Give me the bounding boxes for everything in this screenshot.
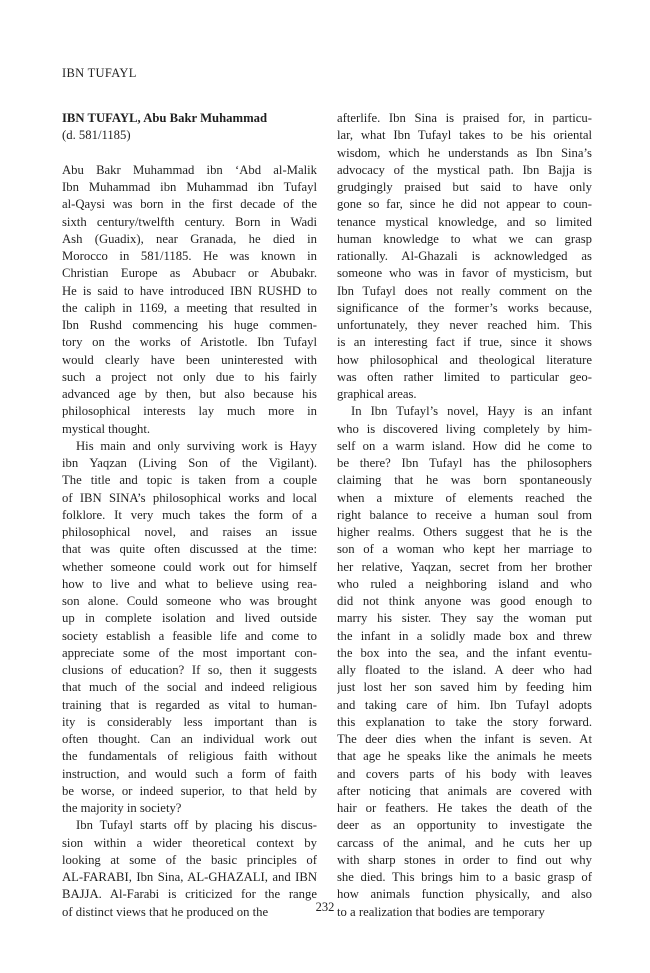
left-column-line: whether someone could work out for himself [62,559,317,574]
right-column-line: how animals function physically, and also [337,887,592,902]
right-column-line: was often rather limited to particular geo- [337,369,592,384]
left-column-line: be worse, or indeed superior, to that held by [62,783,317,798]
right-column-line: wisdom, which he understands as Ibn Sina’s [337,145,592,160]
right-column-line: after noticing that animals are covered with [337,783,592,798]
right-column-text [337,110,592,921]
left-column-line: the fundamentals of religious faith without [62,749,317,764]
left-column-line: the caliph in 1169, a meeting that resulted in [62,300,317,315]
left-column-line: would clearly have been uninterested with [62,352,317,367]
right-column-line: ally floated to the island. A deer who had [337,663,592,677]
right-column-line: hair or feathers. He takes the death of the [337,801,592,815]
right-column-line: deer as an opportunity to investigate the [337,818,592,833]
left-column-line: Ash (Guadix), near Granada, he died in [62,231,317,246]
right-column-line: carcass of the animal, and he cuts her up [337,835,592,850]
right-column-line: who is discovered living completely by him- [337,421,592,436]
left-column-line: ibn Yaqzan (Living Son of the Vigilant). [62,456,317,470]
left-column-line: such a project not only due to his fairly [62,369,317,384]
left-column-line: son alone. Could someone who was brought [62,594,317,608]
right-column-line: graphical areas. [337,387,417,401]
left-column-line: BAJJA. Al-Farabi is criticized for the range [62,887,317,902]
left-column-line: looking at some of the basic principles of [62,852,317,867]
right-column-line: unfortunately, they never reached him. This [337,318,592,332]
right-column-line: and taking care of him. Ibn Tufayl adopts [337,697,592,712]
right-column-line: grudgingly praised but said to have only [337,180,592,194]
right-column-line: to a realization that bodies are temporary [337,904,545,919]
left-column-line: Ibn Rushd commencing his huge commen- [62,318,317,332]
right-column-line: Ibn Tufayl does not really comment on the [337,283,592,298]
right-column-line: this explanation to take the story forward. [337,714,592,729]
left-column-line: how to live and what to believe using rea- [62,576,317,591]
right-column-line: marry his sister. They say the woman put [337,611,592,626]
right-column-line: when a mixture of elements reached the [337,490,592,505]
left-column-line: society establish a feasible life and come to [62,628,317,643]
left-column-line: sixth century/twelfth century. Born in Wadi [62,214,317,229]
right-column-line: and covers parts of his body with leaves [337,766,592,781]
right-column-line: did not think anyone was good enough to [337,594,592,608]
left-column-line: training that is regarded as vital to human- [62,697,317,712]
right-column-line: In Ibn Tufayl’s novel, Hayy is an infant [351,404,592,419]
left-column-line: that much of the social and indeed religious [62,680,317,695]
left-column-line: up in complete isolation and lived outside [62,611,317,626]
right-column-line: gone so far, since he did not appear to coun- [337,197,592,212]
right-column-line: that age he speaks like the animals he meets [337,749,592,764]
right-column-line: tenance mystical knowledge, and so limited [337,214,592,229]
left-column-line: often thought. Can an individual work out [62,732,317,746]
left-column-line: sion within a wider theoretical context by [62,835,317,850]
left-column-line: Morocco in 581/1185. He was known in [62,249,317,263]
right-column-line: be there? Ibn Tufayl has the philosophers [337,456,592,470]
left-column-line: clusions of education? If so, then it suggests [62,663,317,677]
right-column-line: afterlife. Ibn Sina is praised for, in particu- [337,111,592,125]
right-column-line: higher realms. Others suggest that he is the [337,525,592,539]
right-column-line: advocacy of the mystical path. Ibn Bajja is [337,162,592,177]
right-column-line: with sharp stones in order to find out why [337,852,592,867]
left-column-line: folklore. It very much takes the form of a [62,507,317,522]
right-column-line: The deer dies when the infant is seven. At [337,732,592,746]
right-column [337,110,592,921]
left-column-line: tory on the works of Aristotle. Ibn Tufayl [62,335,317,350]
left-column-line: His main and only surviving work is Hayy [76,438,317,453]
right-column-line: claiming that he was born spontaneously [337,473,592,488]
right-column-line: right balance to receive a human soul from [337,507,592,522]
left-column-line: the majority in society? [62,801,182,815]
left-column-line: philosophical interests lay much more in [62,404,317,419]
right-column-line: the box into the sea, and the infant eventu- [337,645,592,660]
right-column-line: someone who was in favor of mysticism, but [337,266,592,281]
left-column-line: Abu Bakr Muhammad ibn ‘Abd al-Malik [62,162,317,177]
right-column-line: her relative, Yaqzan, secret from her brother [337,559,592,574]
left-column [62,110,317,921]
running-head: IBN TUFAYL [62,66,137,80]
left-column-line: Ibn Tufayl starts off by placing his discus- [76,818,317,833]
entry-dates: (d. 581/1185) [62,128,131,143]
left-column-line: al-Qaysi was born in the first decade of the [62,197,317,212]
left-column-line: appreciate some of the most important con- [62,645,317,660]
right-column-line: she died. This brings him to a basic grasp of [337,870,592,884]
right-column-line: self on a warm island. How did he come to [337,438,592,453]
right-column-line: is an interesting fact if true, since it shows [337,335,592,350]
right-column-line: lar, what Ibn Tufayl takes to be his oriental [337,128,592,143]
right-column-line: who ruled a neighboring island and who [337,576,592,591]
left-column-line: He is said to have introduced IBN RUSHD to [62,283,317,298]
left-column-line: advanced age by then, but also because his [62,387,317,401]
right-column-line: human knowledge to what we can grasp [337,231,592,246]
entry-heading: IBN TUFAYL, Abu Bakr Muhammad [62,111,268,125]
right-column-line: significance of the former’s works because, [337,300,592,315]
page-number: 232 [315,900,335,914]
left-column-line: that was quite often discussed at the time: [62,542,317,557]
left-column-line: Ibn Muhammad ibn Muhammad ibn Tufayl [62,180,317,194]
left-column-line: instruction, and would such a form of faith [62,766,317,781]
left-column-text [62,162,317,921]
right-column-line: just lost her son saved him by feeding him [337,680,592,695]
left-column-line: of IBN SINA’s philosophical works and local [62,490,317,505]
right-column-line: how philosophical and theological literature [337,352,592,367]
left-column-line: ity is considerably less important than is [62,714,317,729]
left-column-line: mystical thought. [62,421,151,436]
right-column-line: son of a woman who kept her marriage to [337,542,592,557]
left-column-line: AL-FARABI, Ibn Sina, AL-GHAZALI, and IBN [62,870,317,884]
left-column-line: philosophical novel, and raises an issue [62,525,317,539]
left-column-line: Christian Europe as Abubacr or Abubakr. [62,266,317,281]
right-column-line: the infant in a solidly made box and threw [337,628,592,643]
left-column-line: The title and topic is taken from a couple [62,473,317,488]
left-column-line: of distinct views that he produced on the [62,904,269,919]
right-column-line: rationally. Al-Ghazali is acknowledged as [337,249,592,263]
